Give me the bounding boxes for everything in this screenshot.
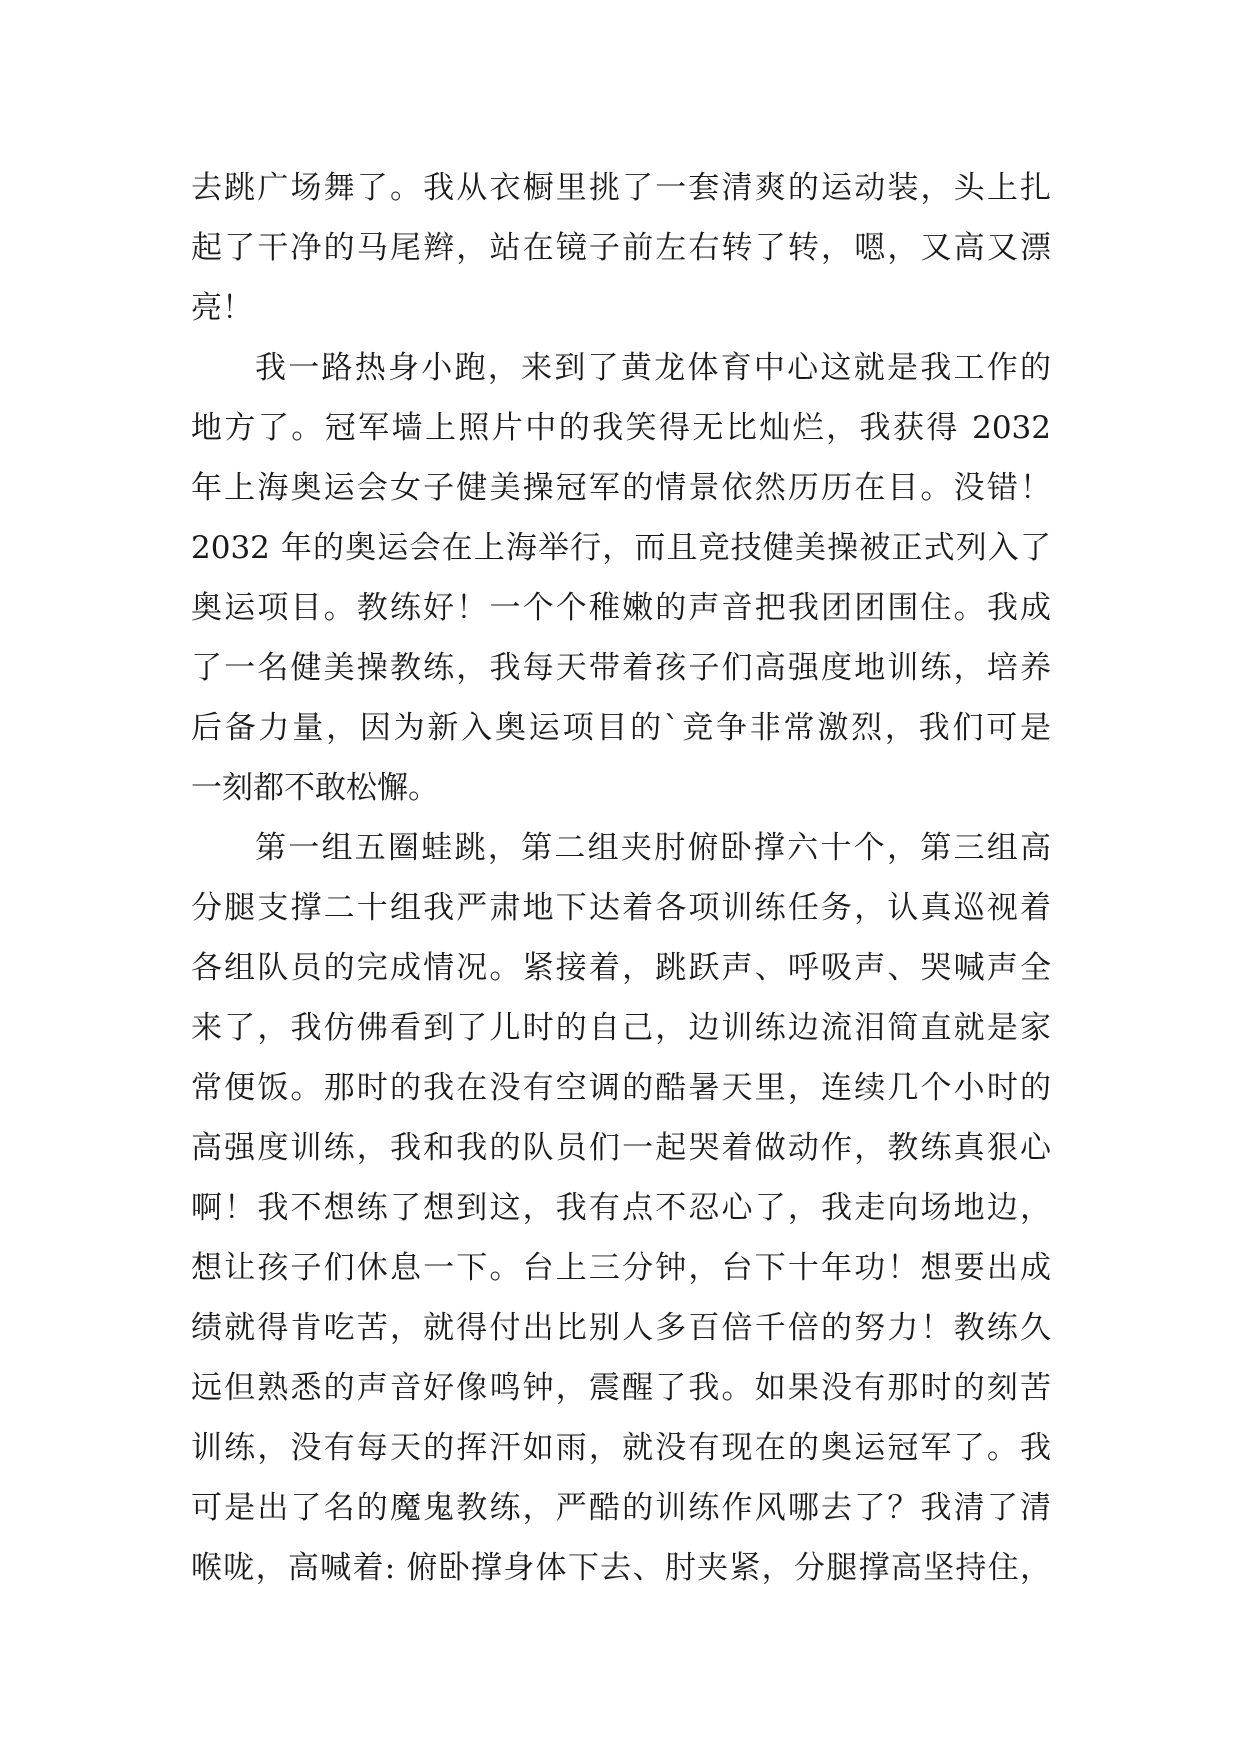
paragraph-3-line-11: 训练，没有每天的挥汗如雨，就没有现在的奥运冠军了。我 bbox=[191, 1430, 1051, 1466]
paragraph-3-line-1: 第一组五圈蛙跳，第二组夹肘俯卧撑六十个，第三组高 bbox=[255, 830, 1051, 866]
paragraph-3-line-4: 来了，我仿佛看到了儿时的自己，边训练边流泪简直就是家 bbox=[191, 1010, 1051, 1046]
paragraph-1-line-1: 去跳广场舞了。我从衣橱里挑了一套清爽的运动装，头上扎 bbox=[191, 170, 1051, 206]
paragraph-3-line-6: 高强度训练，我和我的队员们一起哭着做动作，教练真狠心 bbox=[191, 1130, 1051, 1166]
paragraph-2-line-4: 2032 年的奥运会在上海举行，而且竞技健美操被正式列入了 bbox=[191, 530, 1051, 566]
paragraph-3-line-8: 想让孩子们休息一下。台上三分钟，台下十年功！想要出成 bbox=[191, 1250, 1051, 1286]
paragraph-2-line-7: 后备力量，因为新入奥运项目的`竞争非常激烈，我们可是 bbox=[191, 710, 1051, 746]
paragraph-1-line-3: 亮！ bbox=[191, 290, 253, 326]
paragraph-2-line-5: 奥运项目。教练好！一个个稚嫩的声音把我团团围住。我成 bbox=[191, 590, 1051, 626]
paragraph-3-line-10: 远但熟悉的声音好像鸣钟，震醒了我。如果没有那时的刻苦 bbox=[191, 1370, 1051, 1406]
paragraph-1-line-2: 起了干净的马尾辫，站在镜子前左右转了转，嗯，又高又漂 bbox=[191, 230, 1051, 266]
document-body bbox=[191, 158, 1051, 1598]
paragraph-3-line-7: 啊！我不想练了想到这，我有点不忍心了，我走向场地边， bbox=[191, 1190, 1051, 1226]
paragraph-3-line-12: 可是出了名的魔鬼教练，严酷的训练作风哪去了？我清了清 bbox=[191, 1490, 1051, 1526]
paragraph-2-line-1: 我一路热身小跑，来到了黄龙体育中心这就是我工作的 bbox=[255, 350, 1051, 386]
paragraph-3-line-13: 喉咙，高喊着: 俯卧撑身体下去、肘夹紧，分腿撑高坚持住， bbox=[191, 1550, 1051, 1586]
paragraph-3-line-2: 分腿支撑二十组我严肃地下达着各项训练任务，认真巡视着 bbox=[191, 890, 1051, 926]
paragraph-3-line-5: 常便饭。那时的我在没有空调的酷暑天里，连续几个小时的 bbox=[191, 1070, 1051, 1106]
paragraph-3-line-3: 各组队员的完成情况。紧接着，跳跃声、呼吸声、哭喊声全 bbox=[191, 950, 1051, 986]
paragraph-2-line-6: 了一名健美操教练，我每天带着孩子们高强度地训练，培养 bbox=[191, 650, 1051, 686]
paragraph-2-line-2: 地方了。冠军墙上照片中的我笑得无比灿烂，我获得 2032 bbox=[191, 410, 1051, 446]
paragraph-2-line-8: 一刻都不敢松懈。 bbox=[191, 770, 439, 806]
paragraph-2-line-3: 年上海奥运会女子健美操冠军的情景依然历历在目。没错！ bbox=[191, 470, 1051, 506]
paragraph-3-line-9: 绩就得肯吃苦，就得付出比别人多百倍千倍的努力！教练久 bbox=[191, 1310, 1051, 1346]
